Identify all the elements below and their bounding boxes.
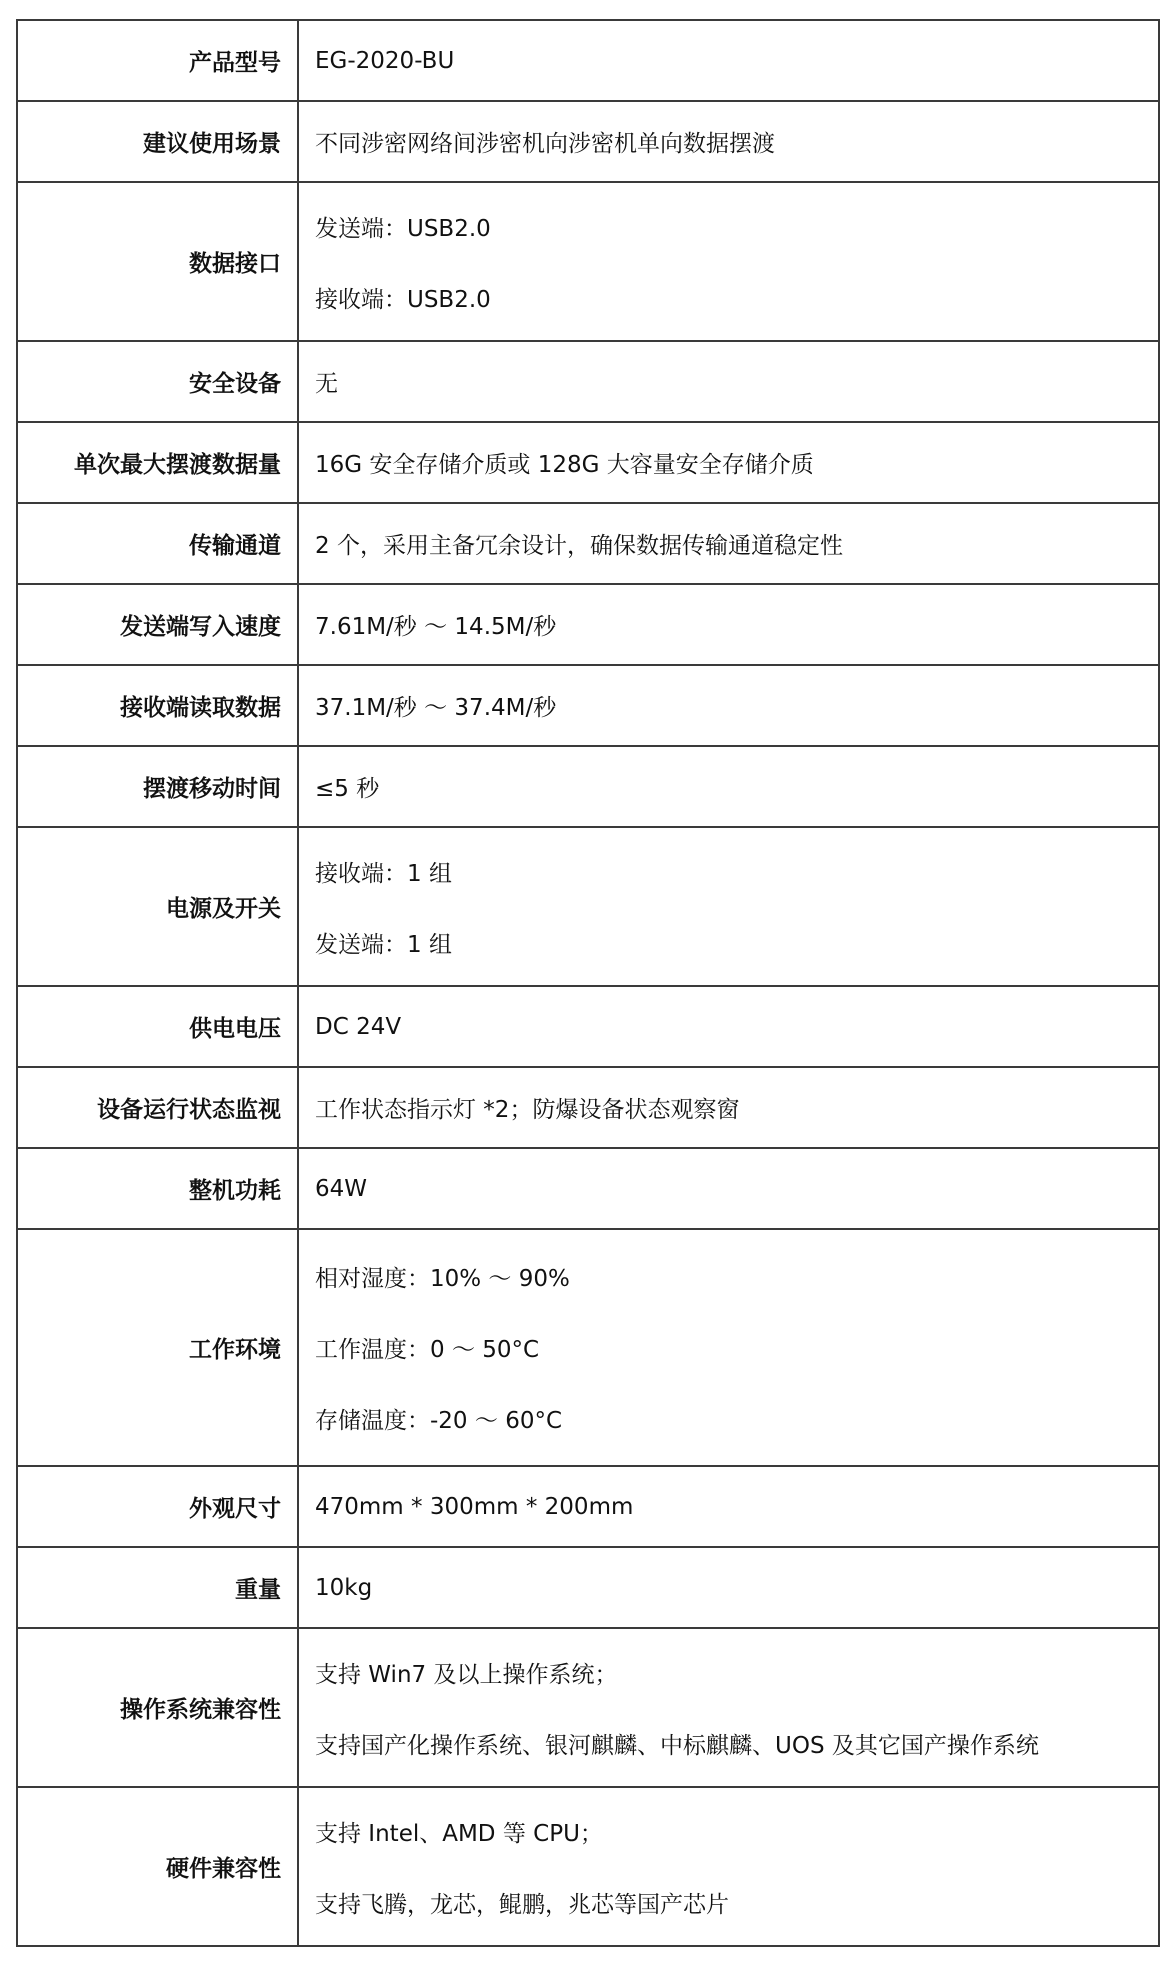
table-row <box>17 20 1159 101</box>
row-value <box>298 182 1159 341</box>
table-row <box>17 584 1159 665</box>
row-label: 电源及开关 <box>17 827 298 986</box>
row-label: 摆渡移动时间 <box>17 746 298 827</box>
row-label: 发送端写入速度 <box>17 584 298 665</box>
row-label: 接收端读取数据 <box>17 665 298 746</box>
value-line: 存储温度：-20 ～ 60°C <box>315 1408 563 1434</box>
row-value <box>298 584 1159 665</box>
table-row <box>17 665 1159 746</box>
value-line: 相对湿度：10% ～ 90% <box>315 1266 570 1292</box>
value-line: 工作温度：0 ～ 50°C <box>315 1337 540 1363</box>
table-row <box>17 503 1159 584</box>
row-label: 数据接口 <box>17 182 298 341</box>
row-value <box>298 827 1159 986</box>
table-row <box>17 986 1159 1067</box>
row-label: 整机功耗 <box>17 1148 298 1229</box>
table-row <box>17 341 1159 422</box>
value-line: 无 <box>315 371 338 397</box>
row-label: 硬件兼容性 <box>17 1787 298 1946</box>
row-value <box>298 1229 1159 1466</box>
row-value <box>298 1787 1159 1946</box>
table-row <box>17 422 1159 503</box>
row-value <box>298 1547 1159 1628</box>
row-label: 重量 <box>17 1547 298 1628</box>
table-row <box>17 746 1159 827</box>
value-line: DC 24V <box>315 1013 402 1040</box>
row-label: 设备运行状态监视 <box>17 1067 298 1148</box>
row-label: 单次最大摆渡数据量 <box>17 422 298 503</box>
value-line: ≤5 秒 <box>315 776 380 802</box>
row-value <box>298 20 1159 101</box>
table-row <box>17 1787 1159 1946</box>
row-value <box>298 746 1159 827</box>
table-row <box>17 1547 1159 1628</box>
row-label: 操作系统兼容性 <box>17 1628 298 1787</box>
row-value <box>298 986 1159 1067</box>
value-line: 10kg <box>315 1574 373 1601</box>
row-label: 供电电压 <box>17 986 298 1067</box>
row-label: 安全设备 <box>17 341 298 422</box>
row-label: 传输通道 <box>17 503 298 584</box>
table-row <box>17 1148 1159 1229</box>
row-value <box>298 503 1159 584</box>
value-line: 接收端：1 组 <box>315 860 452 887</box>
value-line: 不同涉密网络间涉密机向涉密机单向数据摆渡 <box>315 131 775 157</box>
value-line: 工作状态指示灯 *2；防爆设备状态观察窗 <box>315 1097 740 1123</box>
value-line: 支持 Win7 及以上操作系统； <box>315 1661 618 1688</box>
row-label: 产品型号 <box>17 20 298 101</box>
value-line: 接收端：USB2.0 <box>315 286 491 313</box>
row-value <box>298 665 1159 746</box>
value-line: 支持国产化操作系统、银河麒麟、中标麒麟、UOS 及其它国产操作系统 <box>315 1732 1039 1759</box>
value-line: 7.61M/秒 ～ 14.5M/秒 <box>315 614 557 640</box>
table-row <box>17 1466 1159 1547</box>
table-row <box>17 827 1159 986</box>
table-row <box>17 101 1159 182</box>
value-line: EG-2020-BU <box>315 47 455 74</box>
row-value <box>298 422 1159 503</box>
row-value <box>298 341 1159 422</box>
spec-table <box>16 19 1160 1947</box>
value-line: 2 个，采用主备冗余设计，确保数据传输通道稳定性 <box>315 533 843 559</box>
value-line: 64W <box>315 1175 368 1202</box>
spec-table-body <box>17 20 1159 1946</box>
table-row <box>17 182 1159 341</box>
value-line: 37.1M/秒 ～ 37.4M/秒 <box>315 695 557 721</box>
row-label: 工作环境 <box>17 1229 298 1466</box>
row-value <box>298 1148 1159 1229</box>
table-row <box>17 1628 1159 1787</box>
row-label: 外观尺寸 <box>17 1466 298 1547</box>
table-row <box>17 1067 1159 1148</box>
row-value <box>298 1628 1159 1787</box>
value-line: 16G 安全存储介质或 128G 大容量安全存储介质 <box>315 452 814 478</box>
value-line: 发送端：1 组 <box>315 931 452 958</box>
value-line: 支持飞腾，龙芯，鲲鹏，兆芯等国产芯片 <box>315 1891 729 1918</box>
value-line: 支持 Intel、AMD 等 CPU； <box>315 1820 603 1847</box>
row-value <box>298 1067 1159 1148</box>
value-line: 发送端：USB2.0 <box>315 215 491 242</box>
row-value <box>298 101 1159 182</box>
table-row <box>17 1229 1159 1466</box>
row-label: 建议使用场景 <box>17 101 298 182</box>
row-value <box>298 1466 1159 1547</box>
value-line: 470mm * 300mm * 200mm <box>315 1493 634 1520</box>
